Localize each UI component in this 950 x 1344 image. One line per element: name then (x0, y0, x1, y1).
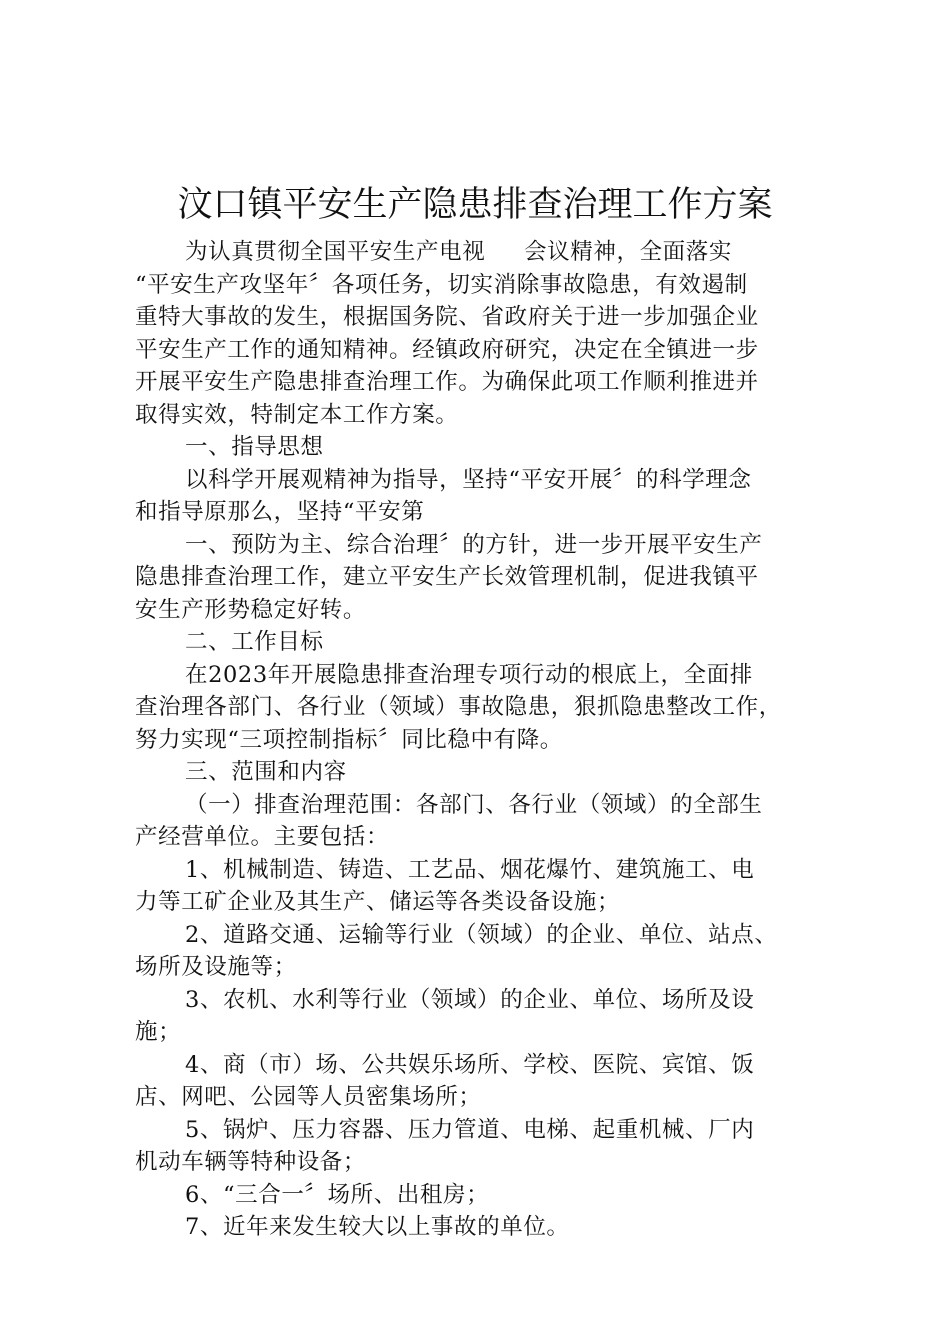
body-line: “平安生产攻坚年〞各项任务，切实消除事故隐患，有效遏制 (135, 271, 748, 298)
list-item: 7、近年来发生较大以上事故的单位。 (185, 1214, 570, 1240)
body-line: 查治理各部门、各行业（领域）事故隐患，狠抓隐患整改工作， (135, 694, 782, 720)
body-line: 产经营单位。主要包括： (135, 824, 390, 850)
body-line: 努力实现“三项控制指标〞同比稳中有降。 (135, 726, 563, 753)
list-item: 3、农机、水利等行业（领域）的企业、单位、场所及设 (185, 986, 755, 1013)
list-item: 1、机械制造、铸造、工艺品、烟花爆竹、建筑施工、电 (185, 856, 755, 883)
body-line: 以科学开展观精神为指导，坚持“平安开展〞的科学理念 (185, 466, 752, 493)
list-item: 场所及设施等； (135, 954, 297, 980)
body-line: 平安生产工作的通知精神。经镇政府研究，决定在全镇进一步 (135, 336, 759, 363)
document-body (135, 236, 835, 1244)
list-item: 力等工矿企业及其生产、储运等各类设备设施； (135, 889, 621, 915)
section-heading: 一、指导思想 (185, 434, 324, 460)
body-line: 在2023年开展隐患排查治理专项行动的根底上，全面排 (185, 661, 753, 688)
list-item: 施； (135, 1019, 182, 1045)
document-title: 汶口镇平安生产隐患排查治理工作方案 (177, 185, 773, 225)
body-line: 隐患排查治理工作，建立平安生产长效管理机制，促进我镇平 (135, 564, 759, 590)
body-line: 为认真贯彻全国平安生产电视 会议精神，全面落实 (185, 239, 732, 265)
list-item: 6、“三合一〞场所、出租房； (185, 1181, 490, 1208)
body-line: （一）排查治理范围：各部门、各行业（领域）的全部生 (185, 791, 763, 818)
list-item: 4、商（市）场、公共娱乐场所、学校、医院、宾馆、饭 (185, 1051, 755, 1078)
body-line: 和指导原那么，坚持“平安第 (135, 499, 425, 525)
list-item: 5、锅炉、压力容器、压力管道、电梯、起重机械、厂内 (185, 1116, 755, 1143)
body-line: 取得实效，特制定本工作方案。 (135, 401, 459, 428)
body-line: 安生产形势稳定好转。 (135, 596, 367, 623)
section-heading: 三、范围和内容 (185, 759, 347, 785)
section-heading: 二、工作目标 (185, 629, 324, 655)
body-line: 重特大事故的发生，根据国务院、省政府关于进一步加强企业 (135, 304, 759, 330)
body-line: 开展平安生产隐患排查治理工作。为确保此项工作顺利推进并 (135, 369, 759, 395)
body-line: 一、预防为主、综合治理〞的方针，进一步开展平安生产 (185, 531, 763, 558)
list-item: 机动车辆等特种设备； (135, 1149, 367, 1175)
list-item: 2、道路交通、运输等行业（领域）的企业、单位、站点、 (185, 921, 778, 948)
list-item: 店、网吧、公园等人员密集场所； (135, 1084, 482, 1110)
